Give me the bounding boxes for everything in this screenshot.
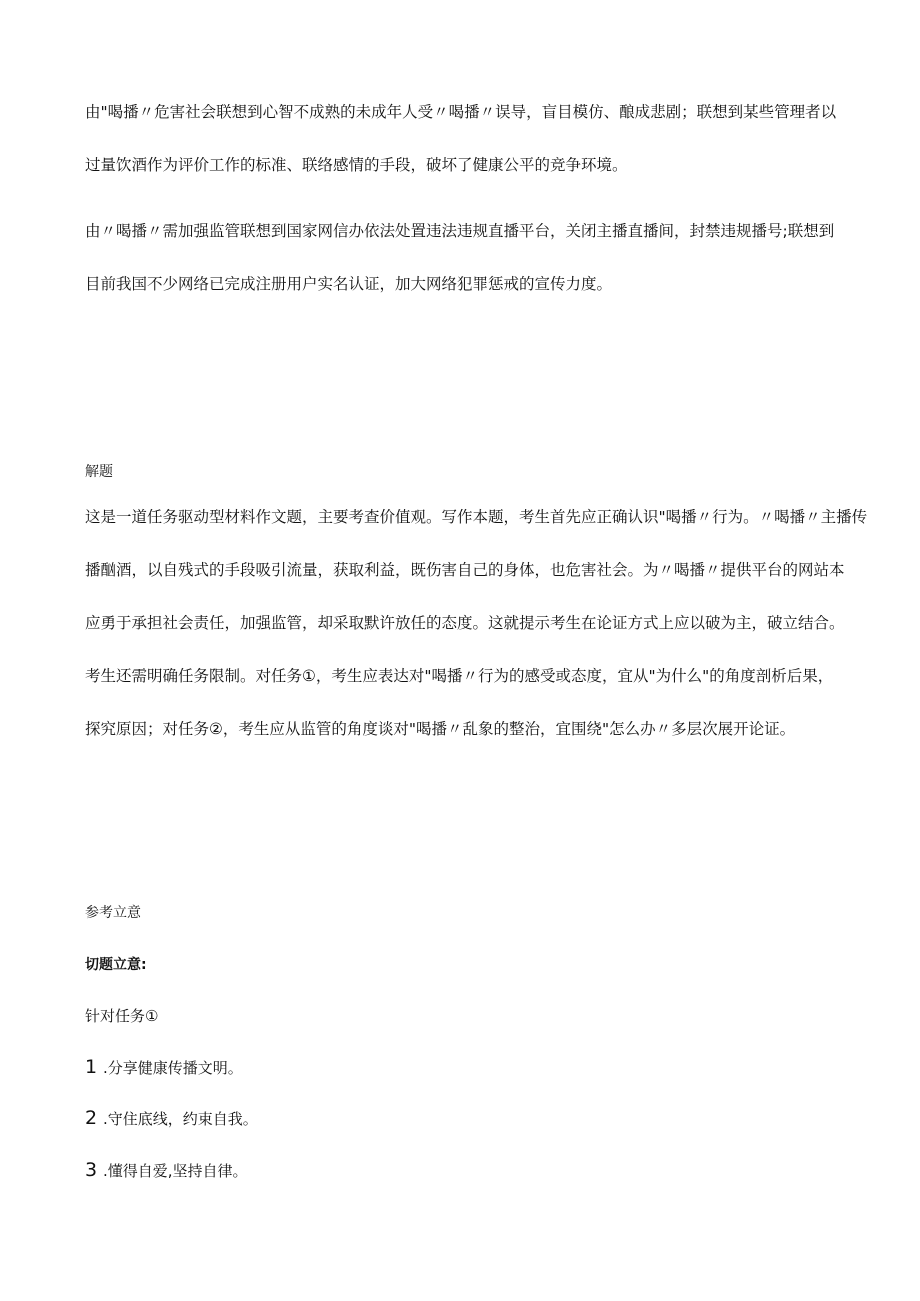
list-item [85,1054,243,1081]
paragraph-line: 由〃喝播〃需加强监管联想到国家网信办依法处置违法违规直播平台，关闭主播直播间，封禁违规播号;联想到 [85,222,835,240]
paragraph-analysis [85,491,868,756]
paragraph-line: 播酗酒，以自残式的手段吸引流量，获取利益，既伤害自己的身体，也危害社会。为〃喝播〃提供平台的网站本 [85,561,845,579]
list-item-text: .懂得自爱,坚持自律。 [103,1162,248,1180]
list-item-text: .守住底线，约束自我。 [103,1110,258,1128]
list-item [85,1105,258,1132]
paragraph-association-supervision [85,205,845,311]
list-item-number: 2 [85,1107,98,1129]
list-item-number: 1 [85,1056,98,1078]
list-item [85,1157,248,1184]
paragraph-line: 由"喝播〃危害社会联想到心智不成熟的未成年人受〃喝播〃误导，盲目模仿、酿成悲剧；联想到某些管理者以 [85,103,837,121]
paragraph-line: 应勇于承担社会责任，加强监管，却采取默许放任的态度。这就提示考生在论证方式上应以破为主，破立结合。 [85,614,845,632]
paragraph-line: 目前我国不少网络已完成注册用户实名认证，加大网络犯罪惩戒的宣传力度。 [85,275,613,293]
paragraph-line: 过量饮酒作为评价工作的标准、联络感情的手段，破坏了健康公平的竞争环境。 [85,156,628,174]
task-label: 针对任务① [85,1007,159,1025]
list-item-number: 3 [85,1159,98,1181]
section-heading-reference: 参考立意 [85,905,141,921]
paragraph-line: 探究原因；对任务②，考生应从监管的角度谈对"喝播〃乱象的整治，宜围绕"怎么办〃多层次展开论证。 [85,720,796,738]
subheading-on-topic: 切题立意: [85,957,147,973]
paragraph-line: 这是一道任务驱动型材料作文题，主要考查价值观。写作本题，考生首先应正确认识"喝播〃行为。〃喝播〃主播传 [85,508,868,526]
section-heading-analysis: 解题 [85,464,113,480]
list-item-text: .分享健康传播文明。 [103,1059,243,1077]
paragraph-line: 考生还需明确任务限制。对任务①，考生应表达对"喝播〃行为的感受或态度，宜从"为什么"的角度剖析后果， [85,667,834,685]
paragraph-association-harm [85,86,845,192]
